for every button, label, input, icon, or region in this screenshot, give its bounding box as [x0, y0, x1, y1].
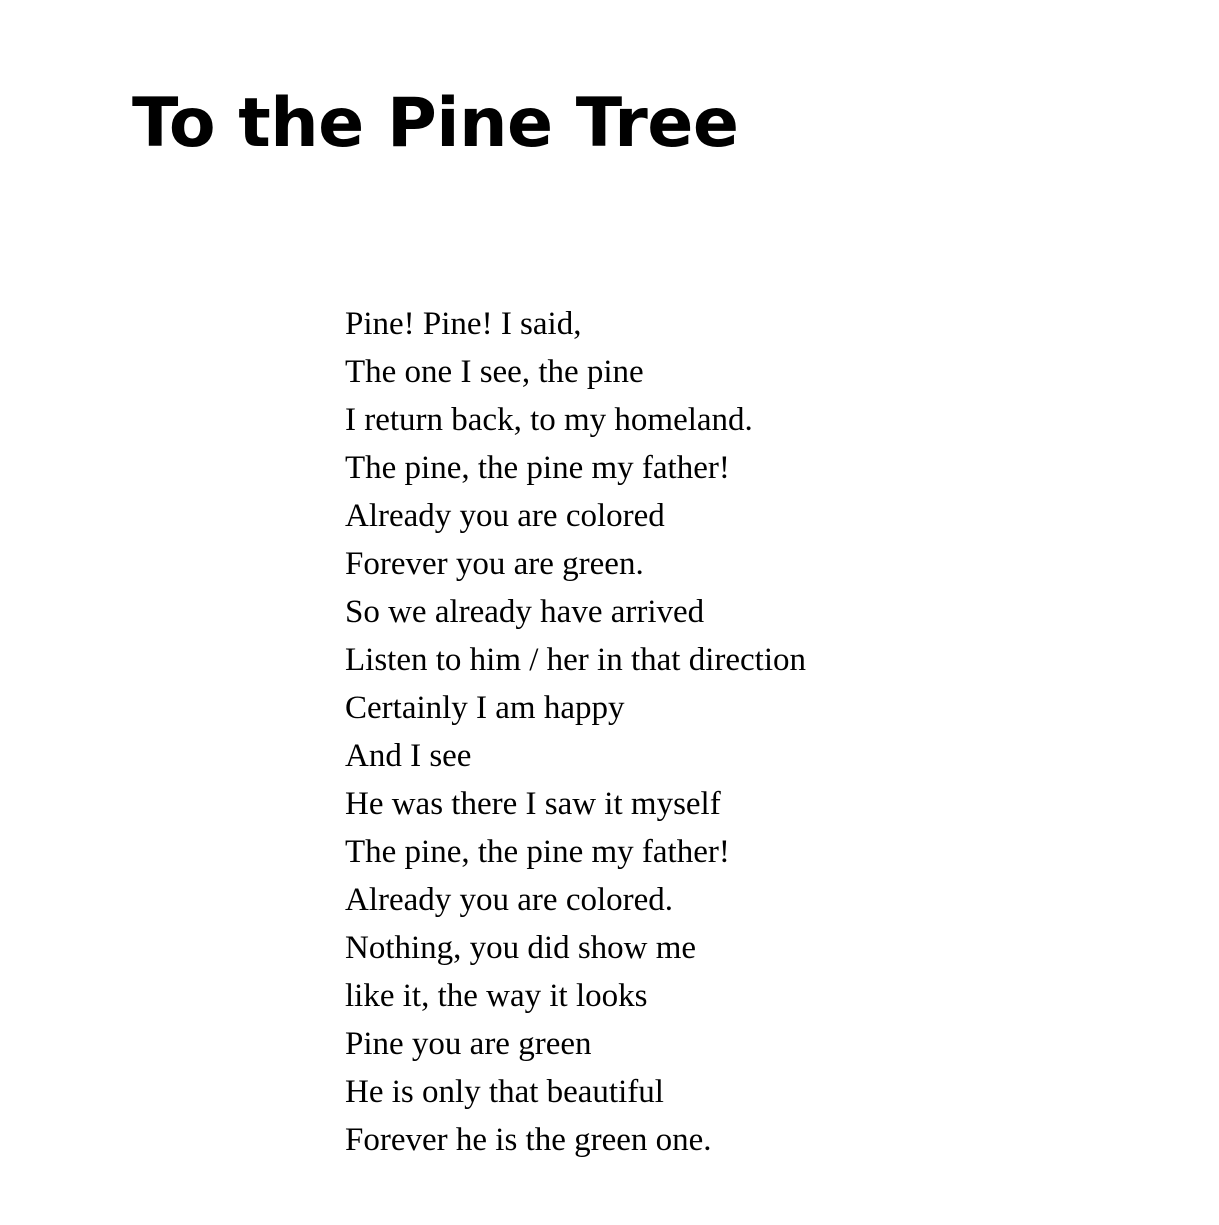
poem-line: Pine you are green — [345, 1026, 592, 1062]
poem-title: To the Pine Tree — [132, 84, 739, 163]
poem-line: The pine, the pine my father! — [345, 450, 730, 486]
poem-line: Pine! Pine! I said, — [345, 306, 582, 342]
poem-line: Forever you are green. — [345, 546, 644, 582]
poem-line: And I see — [345, 738, 472, 774]
poem-line: like it, the way it looks — [345, 978, 648, 1014]
poem-line: So we already have arrived — [345, 594, 705, 630]
poem-line: Already you are colored. — [345, 882, 674, 918]
poem-line: Certainly I am happy — [345, 690, 625, 726]
poem-line: Already you are colored — [345, 498, 665, 534]
poem-line: Nothing, you did show me — [345, 930, 697, 966]
poem-line: I return back, to my homeland. — [345, 402, 753, 438]
poem-line: The pine, the pine my father! — [345, 834, 730, 870]
poem-line: He was there I saw it myself — [345, 786, 721, 822]
poem-body — [345, 300, 806, 1164]
poem-line: Listen to him / her in that direction — [345, 642, 806, 678]
poem-line: Forever he is the green one. — [345, 1122, 712, 1158]
poem-line: The one I see, the pine — [345, 354, 644, 390]
poem-line: He is only that beautiful — [345, 1074, 664, 1110]
